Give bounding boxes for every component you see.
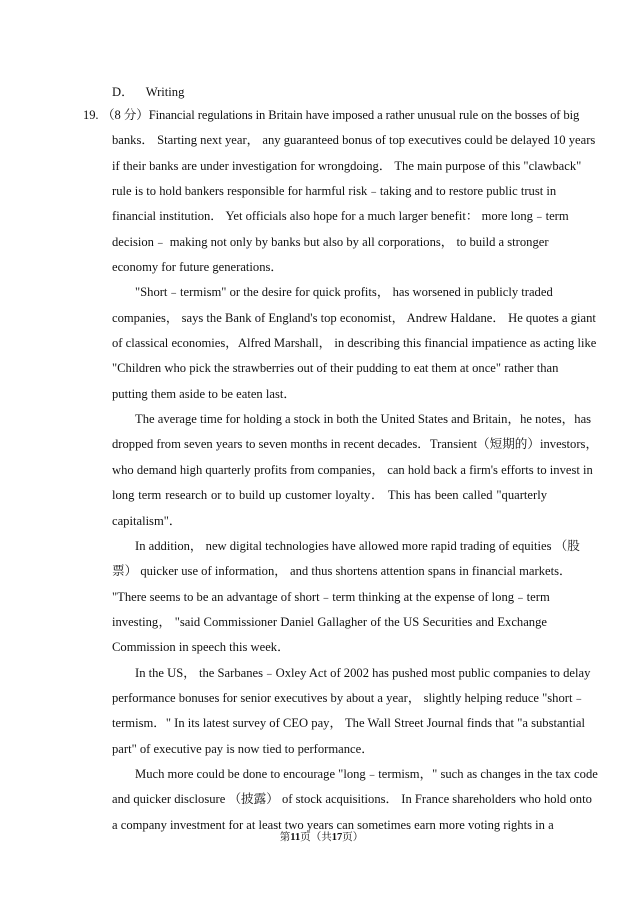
text-line: financial institution． Yet officials also hope for a much larger benefit： more long﹣term bbox=[112, 209, 569, 224]
text-line: companies， says the Bank of England's top economist， Andrew Haldane． He quotes a giant bbox=[112, 310, 596, 325]
line-text: Financial regulations in Britain have imposed a rather unusual rule on the bosses of big bbox=[148, 108, 580, 122]
text-line: part" of executive pay is now tied to performance． bbox=[112, 741, 374, 756]
text-line: "Children who pick the strawberries out of their pudding to eat them at once" rather than bbox=[112, 361, 559, 376]
page-number: 11 bbox=[290, 832, 301, 843]
text-line: long term research or to build up customer loyalty． This has been called "quarterly bbox=[112, 488, 547, 503]
text-line: decision﹣ making not only by banks but also by all corporations， to build a stronger bbox=[112, 234, 549, 249]
paragraph bbox=[112, 762, 598, 838]
option-text: Writing bbox=[145, 85, 185, 99]
footer-prefix: 第 bbox=[279, 832, 291, 843]
text-line: a company investment for at least two years can sometimes earn more voting rights in a bbox=[112, 817, 554, 832]
text-line: 票） quicker use of information， and thus shortens attention spans in financial markets． bbox=[112, 564, 572, 579]
text-line: "Short﹣termism" or the desire for quick profits， has worsened in publicly traded bbox=[135, 285, 553, 300]
footer-suffix: 页） bbox=[342, 832, 364, 843]
paragraph bbox=[83, 103, 596, 280]
paragraph bbox=[112, 280, 597, 407]
text-line: In the US， the Sarbanes﹣Oxley Act of 2002 has pushed most public companies to delay bbox=[135, 665, 591, 680]
text-line: The average time for holding a stock in both the United States and Britain，he notes，has bbox=[135, 412, 592, 427]
text-line: economy for future generations． bbox=[112, 260, 284, 275]
text-line: capitalism"． bbox=[112, 513, 182, 528]
text-line: who demand high quarterly profits from companies， can hold back a firm's efforts to invest in bbox=[112, 462, 593, 477]
text-line: investing， "said Commissioner Daniel Gallagher of the US Securities and Exchange bbox=[112, 614, 547, 629]
text-line: putting them aside to be eaten last． bbox=[112, 386, 296, 401]
text-line: and quicker disclosure （披露） of stock acquisitions． In France shareholders who hold onto bbox=[112, 792, 592, 807]
question-passage bbox=[83, 103, 599, 838]
text-line: if their banks are under investigation for wrongdoing． The main purpose of this "clawback" bbox=[112, 158, 582, 173]
page-footer bbox=[0, 829, 643, 844]
text-line: Commission in speech this week． bbox=[112, 640, 290, 655]
text-line bbox=[83, 103, 580, 128]
text-line: dropped from seven years to seven months in recent decades．Transient（短期的）investors， bbox=[112, 437, 599, 452]
text-line: In addition， new digital technologies have allowed more rapid trading of equities （股 bbox=[135, 538, 580, 553]
text-line: of classical economies，Alfred Marshall， in describing this financial impatience as acting like bbox=[112, 336, 597, 351]
text-line: "There seems to be an advantage of short﹣term thinking at the expense of long﹣term bbox=[112, 589, 550, 604]
text-line: termism．" In its latest survey of CEO pay， The Wall Street Journal finds that "a substantial bbox=[112, 716, 585, 731]
paragraph bbox=[112, 407, 599, 534]
text-line: banks． Starting next year， any guaranteed bonus of top executives could be delayed 10 years bbox=[112, 133, 596, 148]
footer-mid: 页（共 bbox=[300, 832, 332, 843]
paragraph bbox=[112, 534, 580, 661]
text-line: rule is to hold bankers responsible for harmful risk﹣taking and to restore public trust in bbox=[112, 184, 557, 199]
paragraph bbox=[112, 661, 591, 762]
question-number: 19. bbox=[83, 108, 99, 122]
option-letter: D． bbox=[112, 85, 134, 99]
question-score: （8 分） bbox=[102, 108, 149, 122]
total-pages: 17 bbox=[331, 832, 343, 843]
option-d bbox=[112, 81, 196, 100]
text-line: performance bonuses for senior executives by about a year， slightly helping reduce "short﹣ bbox=[112, 690, 586, 705]
text-line: Much more could be done to encourage "long﹣termism，" such as changes in the tax code bbox=[135, 766, 598, 781]
